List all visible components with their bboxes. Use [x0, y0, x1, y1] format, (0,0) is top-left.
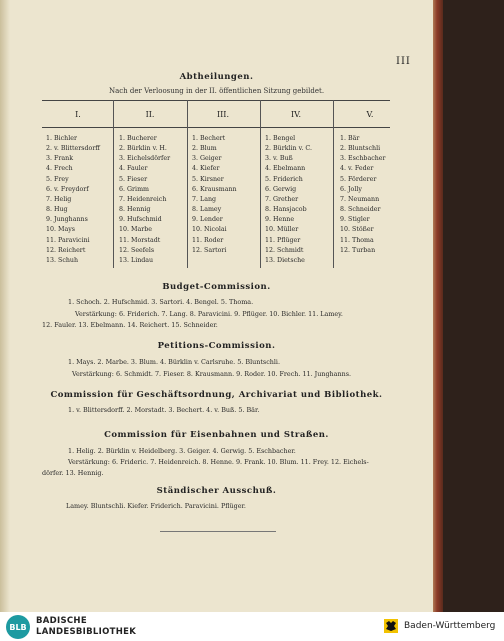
member-entry: 2. Bürklin v. H. — [119, 145, 167, 153]
commission-line: Verstärkung: 6. Friderich. 7. Lang. 8. Paravicini. 9. Pflüger. 10. Bichler. 11. Lamey. — [75, 310, 343, 318]
member-entry: 12. Sartori — [192, 246, 227, 254]
commission-title: Ständischer Ausschuß. — [156, 486, 277, 496]
member-entry: 8. Schneider — [340, 206, 381, 214]
member-entry: 1. Bichler — [46, 135, 77, 142]
member-entry: 10. Marbe — [119, 226, 152, 234]
member-entry: 7. Grether — [265, 195, 299, 203]
member-entry: 2. Bluntschli — [340, 145, 381, 153]
member-entry: 8. Lamey — [192, 206, 222, 214]
commission-title: Budget-Commission. — [162, 282, 271, 292]
member-entry: 4. Fauler — [119, 165, 148, 173]
column-divider — [260, 100, 261, 268]
commission-line: Lamey. Bluntschli. Kiefer. Friderich. Paravicini. Pflüger. — [66, 502, 246, 510]
commission-title: Commission für Eisenbahnen und Straßen. — [104, 430, 329, 440]
page-number: III — [396, 56, 411, 67]
member-entry: 8. Hennig — [119, 206, 151, 214]
member-entry: 6. Grimm — [119, 185, 150, 193]
commission-line: 1. Mays. 2. Marbe. 3. Blum. 4. Bürklin v. Carlsruhe. 5. Bluntschli. — [68, 358, 281, 366]
member-entry: 6. Gerwig — [265, 185, 297, 193]
coat-of-arms-icon — [383, 618, 399, 634]
member-entry: 11. Roder — [192, 236, 224, 244]
member-entry: 4. Kiefer — [192, 165, 220, 173]
member-entry: 10. Mays — [46, 226, 76, 234]
commission-line: 1. Schoch. 2. Hufschmid. 3. Sartori. 4. Bengel. 5. Thoma. — [68, 298, 254, 306]
member-entry: 12. Schmidt — [265, 246, 304, 254]
member-entry: 9. Henne — [265, 216, 295, 224]
library-name-line2: LANDESBIBLIOTHEK — [36, 627, 137, 637]
member-entry: 9. Stigler — [340, 216, 370, 224]
member-entry: 7. Helig — [46, 195, 72, 203]
commission-line: 12. Fauler. 13. Ebelmann. 14. Reichert. 15. Schneider. — [42, 321, 218, 329]
member-entry: 8. Hug — [46, 206, 68, 214]
column-header: II. — [145, 110, 155, 119]
member-list-column — [265, 134, 312, 266]
member-list-column — [192, 134, 237, 256]
column-header: III. — [216, 110, 230, 119]
page-edge — [433, 0, 443, 612]
member-entry: 4. v. Feder — [340, 165, 374, 173]
member-entry: 4. Ebelmann — [265, 165, 306, 173]
commission-line: dörfer. 13. Hennig. — [42, 469, 104, 477]
member-entry: 12. Reichert — [46, 246, 86, 254]
section-subtitle: Nach der Verloosung in der II. öffentlichen Sitzung gebildet. — [108, 87, 325, 95]
commission-line: Verstärkung: 6. Frideric. 7. Heidenreich. 8. Henne. 9. Frank. 10. Blum. 11. Frey. 12. Eichels- — [68, 458, 369, 466]
section-title: Abtheilungen. — [179, 72, 254, 82]
member-entry: 13. Schuh — [46, 256, 79, 264]
column-divider — [333, 100, 334, 268]
table-top-rule — [42, 100, 390, 101]
column-divider — [113, 100, 114, 268]
closing-rule — [160, 531, 276, 532]
member-entry: 3. Eschbacher — [340, 155, 386, 163]
member-entry: 5. Förderer — [340, 175, 377, 183]
commission-line: 1. v. Blittersdorff. 2. Morstadt. 3. Bechert. 4. v. Buß. 5. Bär. — [68, 406, 260, 414]
member-entry: 12. Turban — [340, 246, 376, 254]
column-header: IV. — [290, 110, 302, 119]
member-entry: 13. Lindau — [119, 256, 154, 264]
state-name[interactable]: Baden-Württemberg — [404, 621, 496, 631]
member-entry: 1. Bechert — [192, 135, 226, 142]
member-entry: 7. Lang — [192, 195, 217, 203]
member-entry: 10. Müller — [265, 226, 299, 234]
member-entry: 6. Krausmann — [192, 185, 237, 193]
member-entry: 1. Bengel — [265, 135, 296, 142]
member-entry: 10. Stößer — [340, 226, 374, 234]
member-list-column — [119, 134, 170, 266]
member-entry: 1. Bär — [340, 135, 360, 142]
member-entry: 9. Hufschmid — [119, 216, 162, 224]
column-header: I. — [75, 110, 81, 119]
commission-title: Petitions-Commission. — [157, 341, 276, 351]
member-entry: 11. Thoma — [340, 236, 374, 244]
member-entry: 6. v. Freydorf — [46, 185, 89, 193]
member-entry: 5. Fieser — [119, 175, 148, 183]
member-entry: 11. Morstadt — [119, 236, 161, 244]
member-entry: 2. Blum — [192, 145, 217, 153]
member-entry: 4. Frech — [46, 165, 73, 173]
member-entry: 10. Nicolai — [192, 226, 227, 234]
member-list-column — [340, 134, 386, 256]
table-header-rule — [42, 127, 390, 128]
library-name[interactable] — [36, 616, 136, 638]
member-entry: 1. Bucherer — [119, 135, 157, 142]
commission-title: Commission für Geschäftsordnung, Archivariat und Bibliothek. — [50, 390, 383, 400]
member-entry: 2. Bürklin v. C. — [265, 145, 313, 153]
member-entry: 11. Pflüger — [265, 236, 301, 244]
library-name-line1: BADISCHE — [36, 616, 87, 626]
commission-line: Verstärkung: 6. Schmidt. 7. Fieser. 8. Krausmann. 9. Roder. 10. Frech. 11. Junghanns. — [72, 370, 352, 378]
column-header: V. — [366, 110, 374, 119]
commission-line: 1. Helig. 2. Bürklin v. Heidelberg. 3. Geiger. 4. Gerwig. 5. Eschbacher. — [68, 447, 296, 455]
member-entry: 6. Jolly — [340, 185, 362, 193]
member-entry: 3. v. Buß — [265, 155, 293, 163]
member-entry: 12. Seefels — [119, 246, 155, 254]
member-entry: 3. Geiger — [192, 155, 222, 163]
background-margin — [443, 0, 504, 612]
member-entry: 11. Paravicini — [46, 236, 90, 244]
column-divider — [187, 100, 188, 268]
member-entry: 9. Lender — [192, 216, 223, 224]
blb-logo-icon[interactable]: BLB — [6, 615, 30, 639]
footer-bar — [0, 612, 504, 641]
member-entry: 3. Eichelsdörfer — [119, 155, 171, 163]
member-entry: 9. Junghanns — [46, 216, 88, 224]
member-entry: 7. Neumann — [340, 195, 380, 203]
member-entry: 5. Kirsner — [192, 175, 224, 183]
member-entry: 8. Hansjacob — [265, 206, 307, 214]
member-entry: 5. Frey — [46, 175, 69, 183]
member-list-column — [46, 134, 100, 266]
member-entry: 5. Friderich — [265, 175, 303, 183]
member-entry: 2. v. Blittersdorff — [46, 145, 100, 153]
member-entry: 13. Dietsche — [265, 256, 305, 264]
member-entry: 7. Heidenreich — [119, 195, 167, 203]
member-entry: 3. Frank — [46, 155, 74, 163]
